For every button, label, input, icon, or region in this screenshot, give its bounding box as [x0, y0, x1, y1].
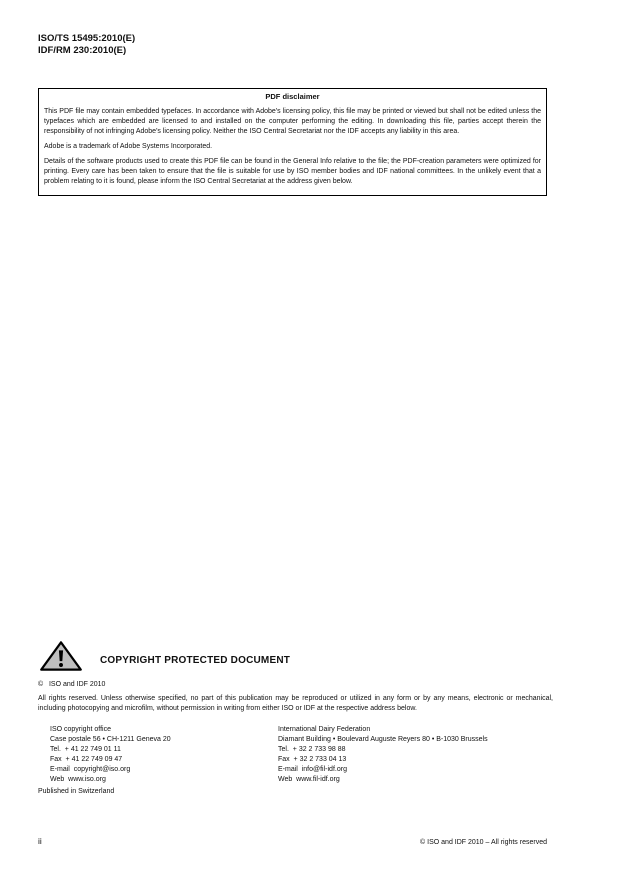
doc-reference-idf: IDF/RM 230:2010(E): [38, 45, 127, 56]
contact-name: ISO copyright office: [50, 726, 111, 733]
contact-tel: Tel. + 32 2 733 98 88: [278, 746, 346, 753]
contact-email: E-mail info@fil-idf.org: [278, 766, 347, 773]
disclaimer-title: PDF disclaimer: [265, 92, 320, 101]
contact-address: Case postale 56 • CH-1211 Geneva 20: [50, 736, 171, 743]
contact-name: International Dairy Federation: [278, 726, 371, 733]
pdf-disclaimer-box: [38, 88, 547, 196]
disclaimer-paragraph-3: Details of the software products used to create this PDF file can be found in the General Info relative to the file; the PDF-creation parameters were optimized for printing. Every care has been taken to ensure that the file is suitable for use by ISO member bodies and IDF national committees. In the unlikely event that a problem relating to it is found, please inform the ISO Central Secretariat at the address given below.: [44, 157, 541, 186]
contact-tel: Tel. + 41 22 749 01 11: [50, 746, 121, 753]
copyright-heading: COPYRIGHT PROTECTED DOCUMENT: [100, 655, 291, 666]
disclaimer-paragraph-1: This PDF file may contain embedded typefaces. In accordance with Adobe's licensing policy, this file may be printed or viewed but shall not be edited unless the typefaces which are embedded are licensed to and installed on the computer performing the editing. In downloading this file, parties accept therein the responsibility of not infringing Adobe's licensing policy. Neither the ISO Central Secretariat nor the IDF accepts any liability in this area.: [44, 107, 541, 136]
contact-web: Web www.fil-idf.org: [278, 776, 340, 783]
contact-web: Web www.iso.org: [50, 776, 106, 783]
page-footer: [38, 836, 547, 846]
document-header: [38, 33, 135, 57]
disclaimer-paragraph-2: Adobe is a trademark of Adobe Systems Incorporated.: [44, 142, 213, 150]
rights-paragraph: All rights reserved. Unless otherwise specified, no part of this publication may be reproduced or utilized in any form or by any means, electronic or mechanical, including photocopying and microfilm, without permission in writing from either ISO or IDF at the respective address below.: [38, 695, 553, 712]
contact-email: E-mail copyright@iso.org: [50, 766, 131, 773]
contact-block-iso: [50, 725, 278, 785]
contact-fax: Fax + 41 22 749 09 47: [50, 756, 123, 763]
contact-address: Diamant Building • Boulevard Auguste Reyers 80 • B-1030 Brussels: [278, 736, 488, 743]
contact-columns: [50, 725, 553, 785]
copyright-notice: © ISO and IDF 2010: [38, 681, 106, 688]
footer-page-number: ii: [38, 836, 42, 846]
contact-block-idf: [278, 725, 553, 785]
warning-triangle-icon: [39, 640, 83, 672]
footer-copyright-line: © ISO and IDF 2010 – All rights reserved: [420, 839, 547, 846]
doc-reference-iso: ISO/TS 15495:2010(E): [38, 33, 136, 44]
contact-fax: Fax + 32 2 733 04 13: [278, 756, 347, 763]
published-line: Published in Switzerland: [38, 788, 115, 795]
